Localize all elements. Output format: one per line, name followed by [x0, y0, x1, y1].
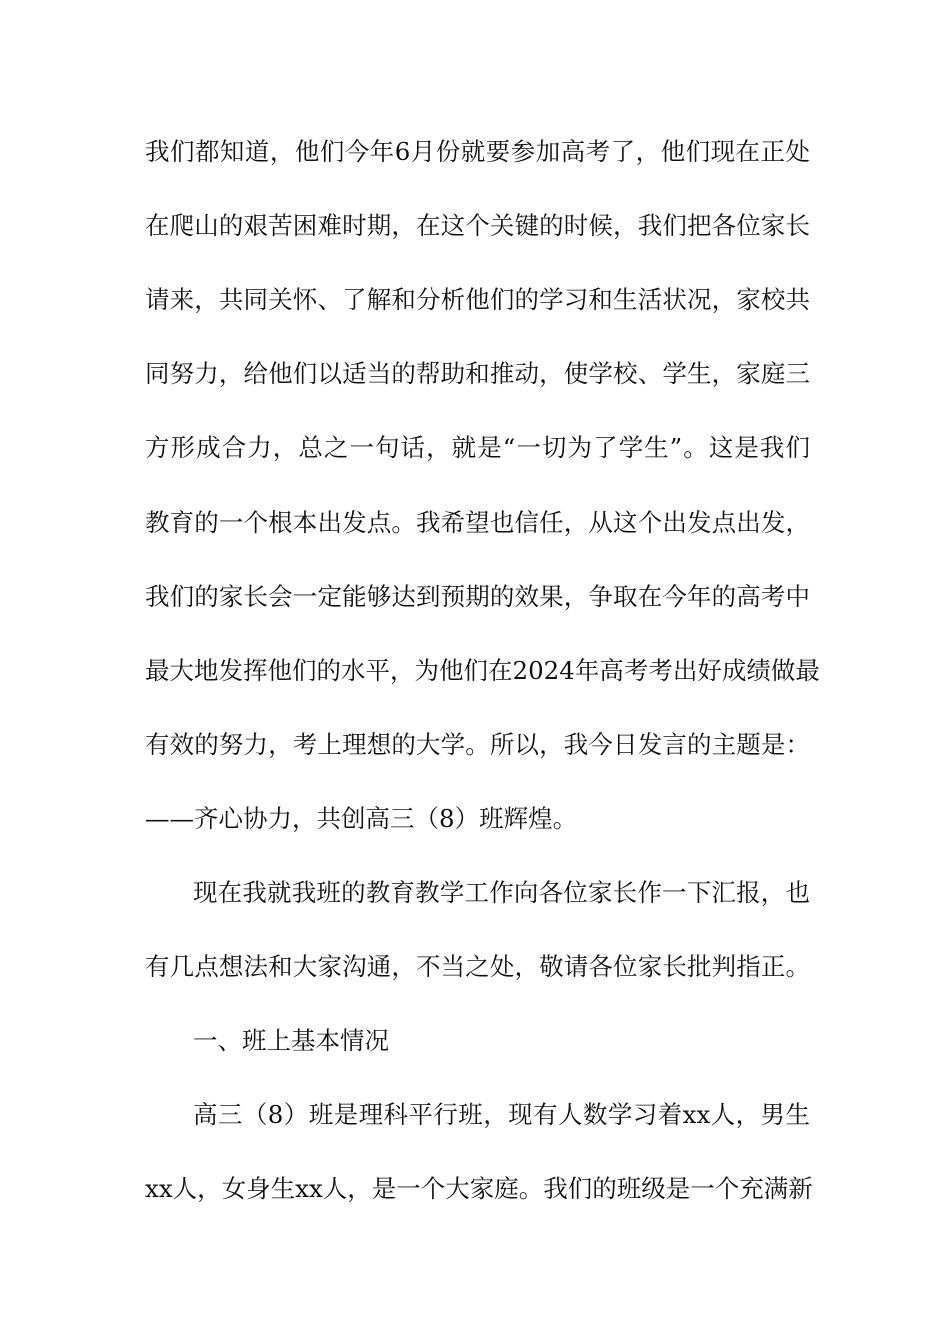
paragraph-line: 同努力，给他们以适当的帮助和推动，使学校、学生，家庭三 [145, 359, 810, 388]
paragraph-line: 有几点想法和大家沟通，不当之处，敬请各位家长批判指正。 [145, 952, 810, 981]
paragraph-line: 请来，共同关怀、了解和分析他们的学习和生活状况，家校共 [145, 285, 810, 314]
paragraph-line: 我们的家长会一定能够达到预期的效果，争取在今年的高考中 [145, 582, 810, 611]
paragraph-line: 现在我就我班的教育教学工作向各位家长作一下汇报，也 [193, 878, 810, 907]
paragraph-line: 教育的一个根本出发点。我希望也信任，从这个出发点出发， [145, 508, 810, 537]
paragraph-line: 最大地发挥他们的水平，为他们在2024年高考考出好成绩做最 [145, 656, 820, 685]
paragraph-line: 方形成合力，总之一句话，就是“一切为了学生”。这是我们 [145, 433, 810, 462]
theme-line: ——齐心协力，共创高三（8）班辉煌。 [145, 804, 578, 833]
section-heading: 一、班上基本情况 [193, 1026, 389, 1055]
paragraph-line: xx人，女身生xx人，是一个大家庭。我们的班级是一个充满新 [145, 1174, 813, 1203]
paragraph-line: 我们都知道，他们今年6月份就要参加高考了，他们现在正处 [145, 137, 810, 166]
paragraph-line: 高三（8）班是理科平行班，现有人数学习着xx人，男生 [193, 1100, 810, 1129]
paragraph-line: 在爬山的艰苦困难时期，在这个关键的时候，我们把各位家长 [145, 211, 810, 240]
paragraph-line: 有效的努力，考上理想的大学。所以，我今日发言的主题是： [145, 730, 810, 759]
